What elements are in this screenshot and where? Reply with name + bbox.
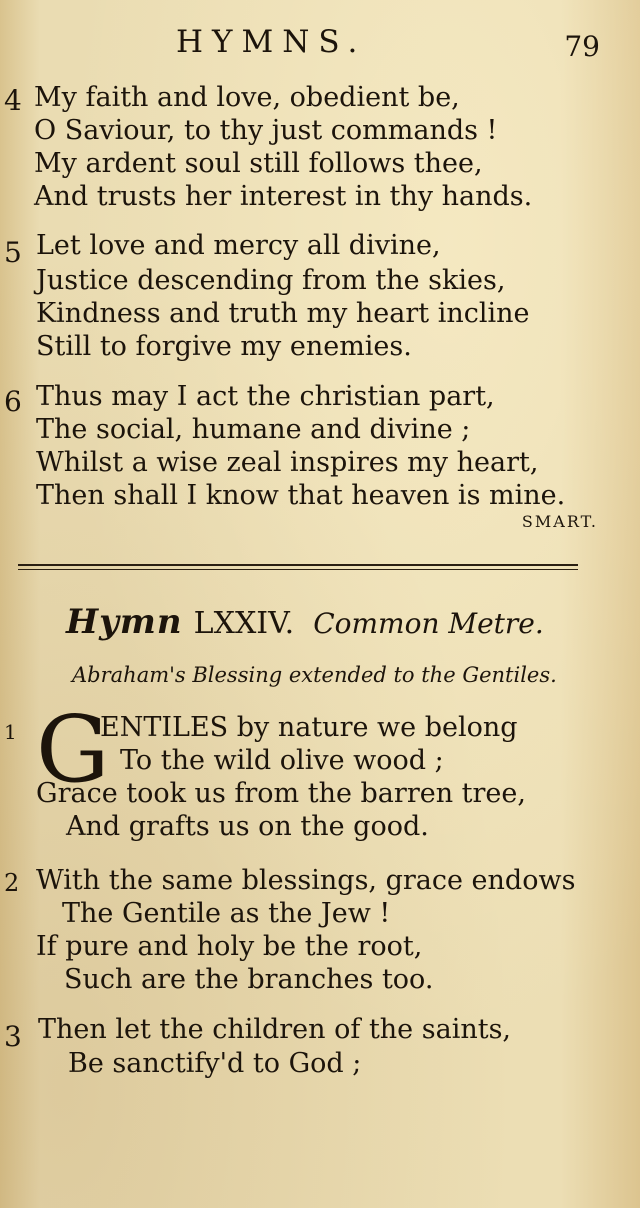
verse-line: Still to forgive my enemies.	[36, 331, 412, 362]
verse-line: O Saviour, to thy just commands !	[34, 115, 498, 146]
verse-line: Then shall I know that heaven is mine.	[36, 480, 566, 511]
drop-cap: G	[36, 696, 110, 803]
verse-line: Whilst a wise zeal inspires my heart,	[36, 447, 539, 478]
author-attribution: SMART.	[521, 512, 598, 531]
hymn-metre: Common Metre.	[313, 607, 544, 640]
page-number: 79	[564, 30, 600, 63]
hymn-subtitle: Abraham's Blessing extended to the Gentiles.	[72, 663, 557, 687]
verse-line: ENTILES by nature we belong	[100, 712, 518, 743]
verse-line: Such are the branches too.	[64, 964, 434, 995]
running-head: HYMNS.	[176, 24, 367, 60]
stanza-number: 6	[4, 385, 22, 418]
hymn-word: Hymn	[66, 602, 183, 642]
verse-line: My ardent soul still follows thee,	[34, 148, 483, 179]
verse-line: Then let the children of the saints,	[38, 1014, 512, 1045]
verse-line: The social, humane and divine ;	[36, 414, 471, 445]
verse-line: Justice descending from the skies,	[36, 265, 506, 296]
verse-line: And grafts us on the good.	[66, 811, 429, 842]
hymn-number: LXXIV.	[193, 606, 295, 641]
verse-line: Let love and mercy all divine,	[36, 230, 441, 261]
verse-line: With the same blessings, grace endows	[36, 865, 576, 896]
verse-line: Kindness and truth my heart incline	[36, 298, 530, 329]
verse-line: If pure and holy be the root,	[36, 931, 423, 962]
verse-line: To the wild olive wood ;	[120, 745, 444, 776]
section-divider-thin	[18, 569, 578, 570]
verse-line: The Gentile as the Jew !	[62, 898, 391, 929]
verse-line: Grace took us from the barren tree,	[36, 778, 526, 809]
verse-line: My faith and love, obedient be,	[34, 82, 460, 113]
stanza-number: 4	[4, 84, 22, 117]
verse-line: And trusts her interest in thy hands.	[34, 181, 533, 212]
hymn-heading	[66, 602, 544, 642]
verse-line: Be sanctify'd to God ;	[68, 1048, 362, 1079]
section-divider	[18, 564, 578, 566]
stanza-number: 2	[4, 869, 20, 897]
stanza-number: 3	[4, 1020, 22, 1053]
stanza-number: 5	[4, 236, 22, 269]
stanza-number: 1	[4, 720, 17, 744]
verse-line: Thus may I act the christian part,	[36, 381, 495, 412]
